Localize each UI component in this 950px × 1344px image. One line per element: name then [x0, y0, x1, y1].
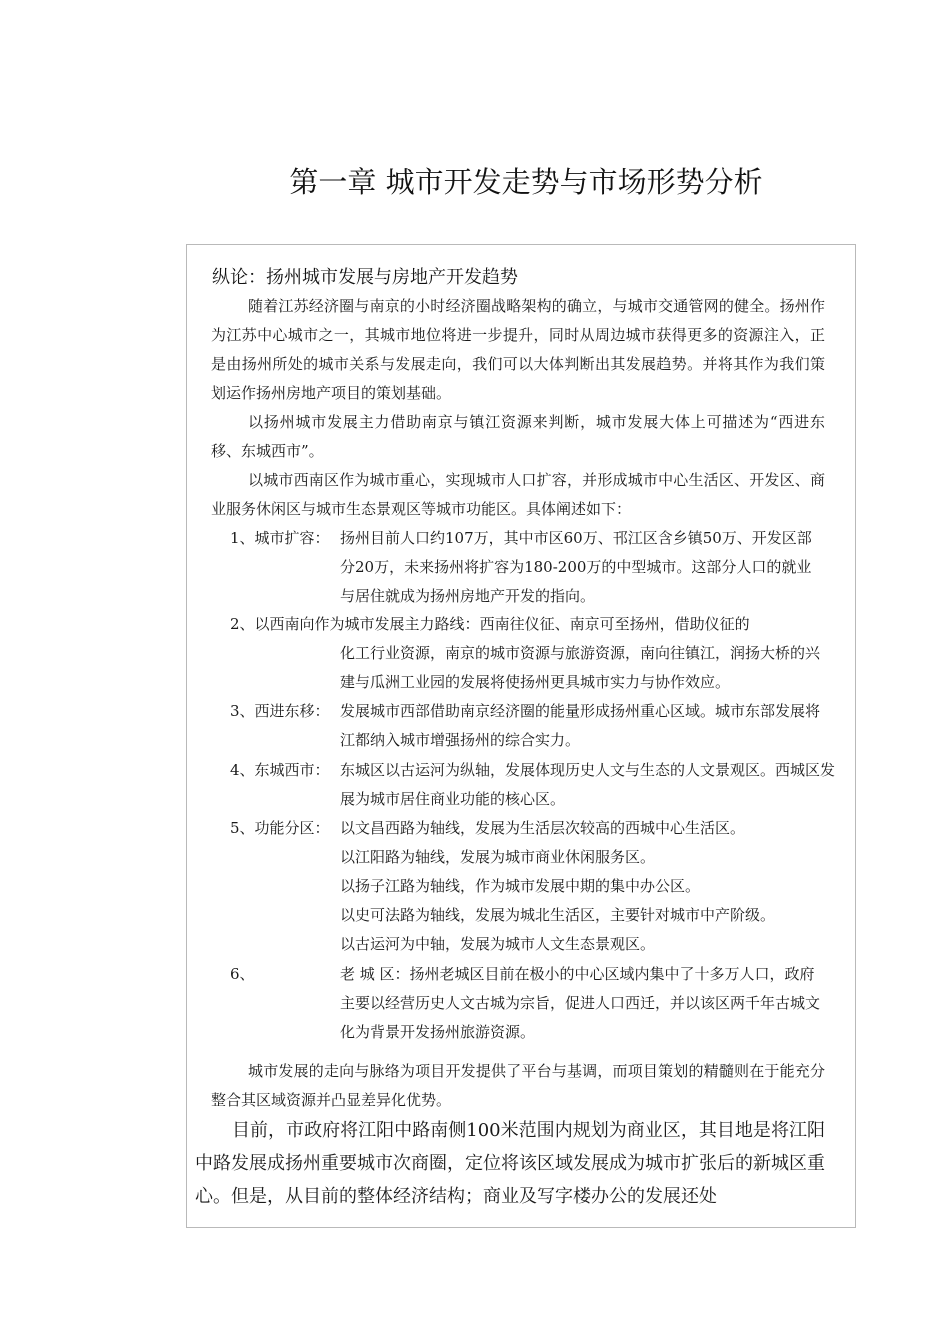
list-item-3-label: [230, 697, 330, 726]
list-item-3-text: 发展城市西部借助南京经济圈的能量形成扬州重心区域。城市东部发展将江都纳入城市增强扬州的综合实力。: [340, 702, 821, 749]
list-item-2-text-first: 西南往仪征、南京可至扬州，借助仪征的: [479, 615, 750, 633]
intro-paragraph-1: 随着江苏经济圈与南京的小时经济圈战略架构的确立，与城市交通管网的健全。扬州作为江苏中心城市之一，其城市地位将进一步提升，同时从周边城市获得更多的资源注入，正是由扬州所处的城市关系与发展走向，我们可以大体判断出其发展趋势。并将其作为我们策划运作扬州房地产项目的策划基础。: [211, 297, 825, 402]
intro-paragraph-3: 以城市西南区作为城市重心，实现城市人口扩容，并形成城市中心生活区、开发区、商业服务休闲区与城市生态景观区等城市功能区。具体阐述如下：: [211, 471, 825, 518]
intro-paragraph-2: 以扬州城市发展主力借助南京与镇江资源来判断，城市发展大体上可描述为“西进东移、东城西市”。: [211, 413, 825, 460]
list-item-key: 东城西市：: [254, 761, 330, 779]
list-item-5-line-4: 以史可法路为轴线，发展为城北生活区，主要针对城市中产阶级。: [340, 906, 776, 924]
list-item-4-label: [230, 756, 330, 785]
list-item-number: 4、: [230, 761, 255, 779]
list-item-6-number: 6、: [230, 965, 255, 983]
list-item-5-line-1: 以文昌西路为轴线，发展为生活层次较高的西城中心生活区。: [340, 819, 746, 837]
list-item-number: 3、: [230, 702, 255, 720]
list-item-number: 5、: [230, 819, 255, 837]
list-item-6-label: [340, 960, 826, 1047]
list-item-number: 1、: [230, 529, 255, 547]
closing-paragraph: 城市发展的走向与脉络为项目开发提供了平台与基调，而项目策划的精髓则在于能充分整合其区域资源并凸显差异化优势。: [211, 1062, 825, 1109]
list-item-2-label: [230, 610, 750, 639]
section-title: 纵论：扬州城市发展与房地产开发趋势: [212, 267, 518, 288]
list-item-6-text: 扬州老城区目前在极小的中心区域内集中了十多万人口，政府主要以经营历史人文古城为宗旨，促进人口西迁，并以该区两千年古城文化为背景开发扬州旅游资源。: [340, 965, 821, 1041]
list-item-5-line-2: 以江阳路为轴线，发展为城市商业休闲服务区。: [340, 848, 656, 866]
list-item-key: 功能分区：: [254, 819, 330, 837]
chapter-title: 第一章 城市开发走势与市场形势分析: [289, 165, 763, 199]
list-item-1-text: 扬州目前人口约107万，其中市区60万、邗江区含乡镇50万、开发区部分20万，未来扬州将扩容为180-200万的中型城市。这部分人口的就业与居住就成为扬州房地产开发的指向。: [340, 529, 812, 605]
list-item-key: 以西南向作为城市发展主力路线：: [254, 615, 480, 633]
list-item-key: 老 城 区：: [340, 965, 410, 983]
list-item-number: 2、: [230, 615, 255, 633]
body-paragraph-large: 目前，市政府将江阳中路南侧100米范围内规划为商业区，其目地是将江阳中路发展成扬州重要城市次商圈，定位将该区域发展成为城市扩张后的新城区重心。但是，从目前的整体经济结构；商业及写字楼办公的发展还处: [195, 1120, 825, 1207]
list-item-1-label: [230, 524, 330, 553]
list-item-key: 西进东移：: [254, 702, 330, 720]
list-item-5-label: [230, 814, 330, 843]
list-item-5-line-5: 以古运河为中轴，发展为城市人文生态景观区。: [340, 935, 656, 953]
list-item-4-text: 东城区以古运河为纵轴，发展体现历史人文与生态的人文景观区。西城区发展为城市居住商业功能的核心区。: [340, 761, 836, 808]
list-item-key: 城市扩容：: [254, 529, 330, 547]
list-item-5-line-3: 以扬子江路为轴线，作为城市发展中期的集中办公区。: [340, 877, 701, 895]
list-item-2-text: 化工行业资源，南京的城市资源与旅游资源，南向往镇江，润扬大桥的兴建与瓜洲工业园的发展将使扬州更具城市实力与协作效应。: [340, 644, 821, 691]
